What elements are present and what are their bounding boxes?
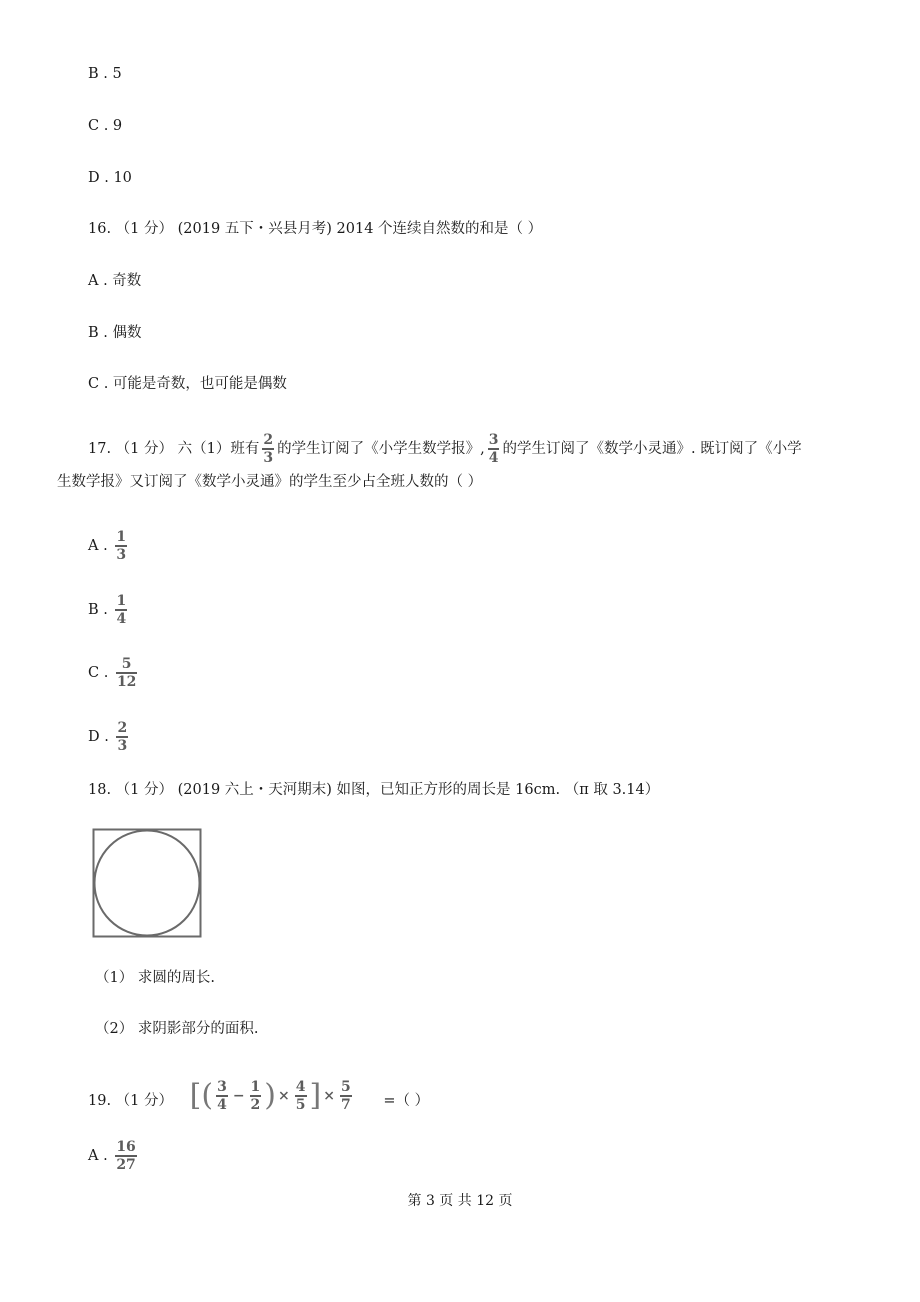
frac-den: 3 xyxy=(263,449,274,466)
frac-num: 1 xyxy=(116,593,127,609)
frac-num: 2 xyxy=(117,720,128,736)
q19-option-a xyxy=(88,1140,140,1172)
circle-shape xyxy=(95,831,200,936)
expr-fraction xyxy=(250,1080,262,1112)
q19-expression xyxy=(189,1077,355,1113)
frac-den: 3 xyxy=(117,737,128,754)
frac-num: 2 xyxy=(263,432,274,448)
q17-option-a xyxy=(88,530,130,562)
q19-stem-suffix: =（ ） xyxy=(383,1092,430,1109)
q17-stem xyxy=(88,433,802,465)
frac-num: 3 xyxy=(217,1079,227,1095)
frac-num: 5 xyxy=(340,1079,351,1095)
option-fraction xyxy=(116,721,128,753)
q19-stem-prefix: 19. （1 分） xyxy=(88,1092,174,1109)
q17-stem-line2: 生数学报》又订阅了《数学小灵通》的学生至少占全班人数的（ ） xyxy=(57,474,483,490)
option-fraction xyxy=(115,594,127,626)
q19-stem xyxy=(88,1077,430,1113)
q18-subquestion-2: （2） 求阴影部分的面积. xyxy=(95,1021,259,1037)
q17-stem-mid: 的学生订阅了《小学生数学报》, xyxy=(277,440,485,457)
q16-option-b: B . 偶数 xyxy=(88,325,142,341)
frac-num: 16 xyxy=(116,1139,136,1155)
option-fraction xyxy=(115,1140,136,1172)
times-sign: × xyxy=(278,1087,290,1104)
option-label: C . xyxy=(88,664,109,681)
option-fraction xyxy=(115,530,127,562)
frac-den: 2 xyxy=(250,1096,261,1113)
q17-option-c xyxy=(88,657,140,689)
right-paren: ) xyxy=(264,1077,277,1113)
times-sign: × xyxy=(323,1087,335,1104)
frac-den: 5 xyxy=(295,1096,306,1113)
frac-num: 1 xyxy=(116,529,127,545)
frac-den: 3 xyxy=(116,546,127,563)
minus-sign: − xyxy=(232,1087,245,1104)
frac-den: 4 xyxy=(217,1096,227,1113)
option-label: B . xyxy=(88,601,108,618)
left-bracket: [ xyxy=(189,1077,202,1113)
frac-den: 7 xyxy=(340,1096,351,1113)
option-label: A . xyxy=(88,537,108,554)
expr-fraction xyxy=(340,1080,352,1112)
q17-option-d xyxy=(88,721,131,753)
frac-num: 5 xyxy=(121,656,132,672)
q16-option-a: A . 奇数 xyxy=(88,273,142,289)
q15-option-c: C . 9 xyxy=(88,118,123,134)
frac-den: 12 xyxy=(116,673,137,690)
option-label: A . xyxy=(88,1147,108,1164)
q16-option-c: C . 可能是奇数，也可能是偶数 xyxy=(88,376,287,392)
page-footer: 第 3 页 共 12 页 xyxy=(407,1193,513,1209)
frac-den: 4 xyxy=(116,610,127,627)
q16-stem: 16. （1 分） (2019 五下・兴县月考) 2014 个连续自然数的和是（ ） xyxy=(88,221,543,237)
q17-stem-prefix: 17. （1 分） 六（1）班有 xyxy=(88,440,260,457)
left-paren: ( xyxy=(201,1077,214,1113)
frac-den: 27 xyxy=(116,1156,136,1173)
q17-option-b xyxy=(88,594,130,626)
q15-option-b: B . 5 xyxy=(88,66,122,82)
q17-fraction-2-3 xyxy=(262,433,274,465)
option-fraction xyxy=(116,657,137,689)
option-label: D . xyxy=(88,728,109,745)
q15-option-d: D . 10 xyxy=(88,170,132,186)
q18-stem: 18. （1 分） (2019 六上・天河期末) 如图，已知正方形的周长是 16cm. （π 取 3.14） xyxy=(88,782,660,798)
frac-num: 4 xyxy=(295,1079,306,1095)
q18-subquestion-1: （1） 求圆的周长. xyxy=(95,970,215,986)
frac-den: 4 xyxy=(488,449,499,466)
expr-fraction xyxy=(295,1080,307,1112)
expr-fraction xyxy=(216,1080,228,1112)
square-with-inscribed-circle-figure xyxy=(92,828,202,938)
q17-fraction-3-4 xyxy=(488,433,500,465)
right-bracket: ] xyxy=(309,1077,322,1113)
q17-stem-tail: 的学生订阅了《数学小灵通》. 既订阅了《小学 xyxy=(502,440,802,457)
frac-num: 1 xyxy=(250,1079,261,1095)
frac-num: 3 xyxy=(488,432,499,448)
